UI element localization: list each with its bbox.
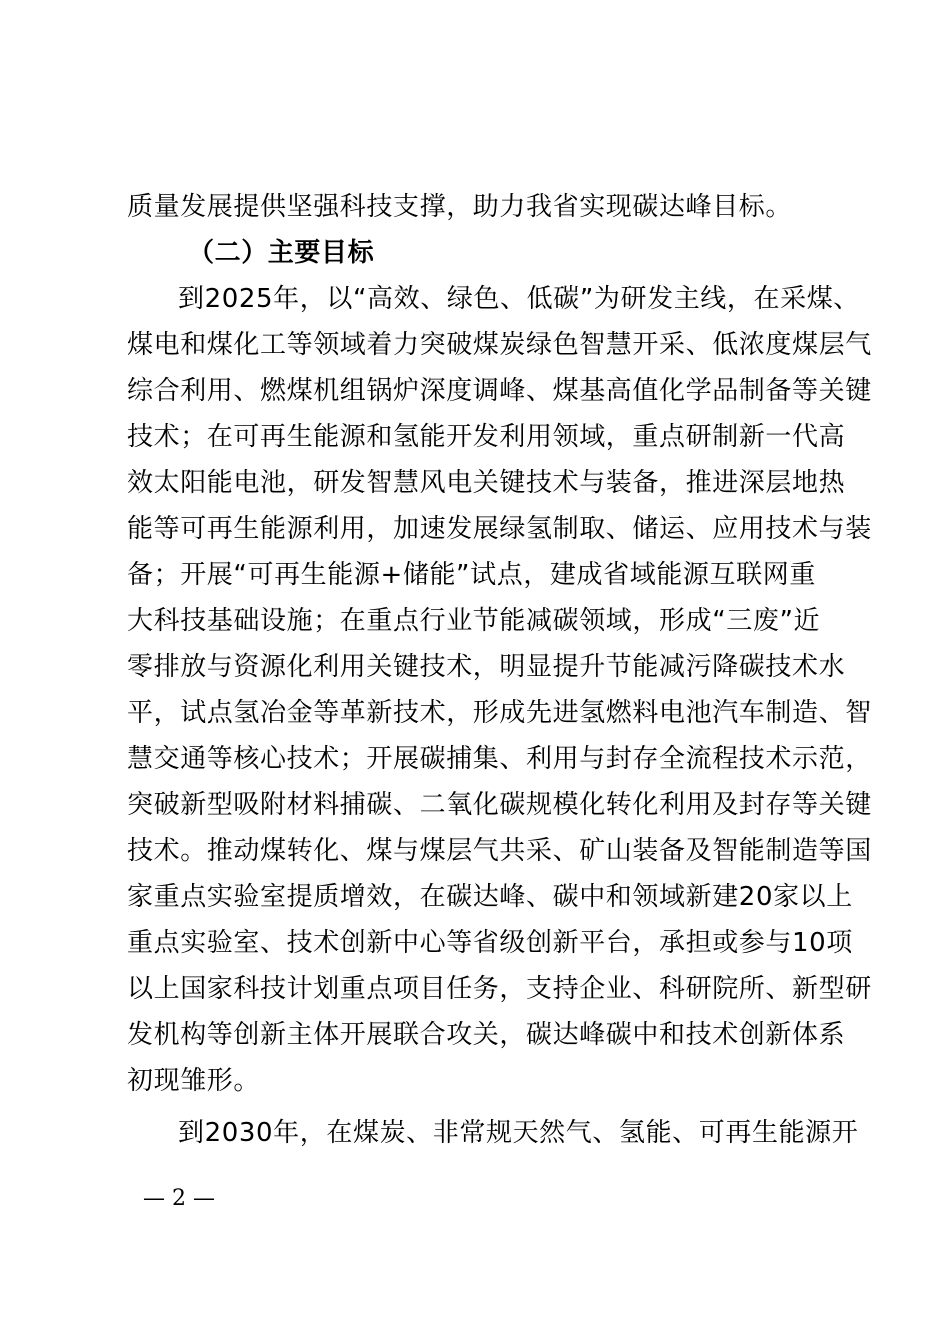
paragraph-line: 到2025年，以“高效、绿色、低碳”为研发主线，在采煤、 <box>178 284 860 314</box>
paragraph-line: 重点实验室、技术创新中心等省级创新平台，承担或参与10项 <box>127 928 853 958</box>
paragraph-line: 技术；在可再生能源和氢能开发利用领域，重点研制新一代高 <box>127 422 846 452</box>
paragraph-line: 突破新型吸附材料捕碳、二氧化碳规模化转化利用及封存等关键 <box>127 790 872 820</box>
paragraph-line: 零排放与资源化利用关键技术，明显提升节能减污降碳技术水 <box>127 652 846 682</box>
paragraph-line: 慧交通等核心技术；开展碳捕集、利用与封存全流程技术示范， <box>127 744 872 774</box>
paragraph-line: 质量发展提供坚强科技支撑，助力我省实现碳达峰目标。 <box>127 192 793 222</box>
paragraph-line: 到2030年，在煤炭、非常规天然气、氢能、可再生能源开 <box>178 1118 859 1148</box>
paragraph-line: 初现雏形。 <box>127 1066 261 1096</box>
paragraph-line: 煤电和煤化工等领域着力突破煤炭绿色智慧开采、低浓度煤层气 <box>127 330 872 360</box>
paragraph-line: 效太阳能电池，研发智慧风电关键技术与装备，推进深层地热 <box>127 468 846 498</box>
section-heading: （二）主要目标 <box>188 238 375 268</box>
paragraph-line: 以上国家科技计划重点项目任务，支持企业、科研院所、新型研 <box>127 974 872 1004</box>
page-number: — 2 — <box>143 1186 215 1211</box>
paragraph-line: 能等可再生能源利用，加速发展绿氢制取、储运、应用技术与装 <box>127 514 872 544</box>
paragraph-line: 综合利用、燃煤机组锅炉深度调峰、煤基高值化学品制备等关键 <box>127 376 872 406</box>
paragraph-line: 大科技基础设施；在重点行业节能减碳领域，形成“三废”近 <box>127 606 821 636</box>
paragraph-line: 平，试点氢冶金等革新技术，形成先进氢燃料电池汽车制造、智 <box>127 698 872 728</box>
paragraph-line: 技术。推动煤转化、煤与煤层气共采、矿山装备及智能制造等国 <box>127 836 872 866</box>
paragraph-line: 发机构等创新主体开展联合攻关，碳达峰碳中和技术创新体系 <box>127 1020 846 1050</box>
paragraph-line: 家重点实验室提质增效，在碳达峰、碳中和领域新建20家以上 <box>127 882 853 912</box>
paragraph-line: 备；开展“可再生能源+储能”试点，建成省域能源互联网重 <box>127 560 816 590</box>
